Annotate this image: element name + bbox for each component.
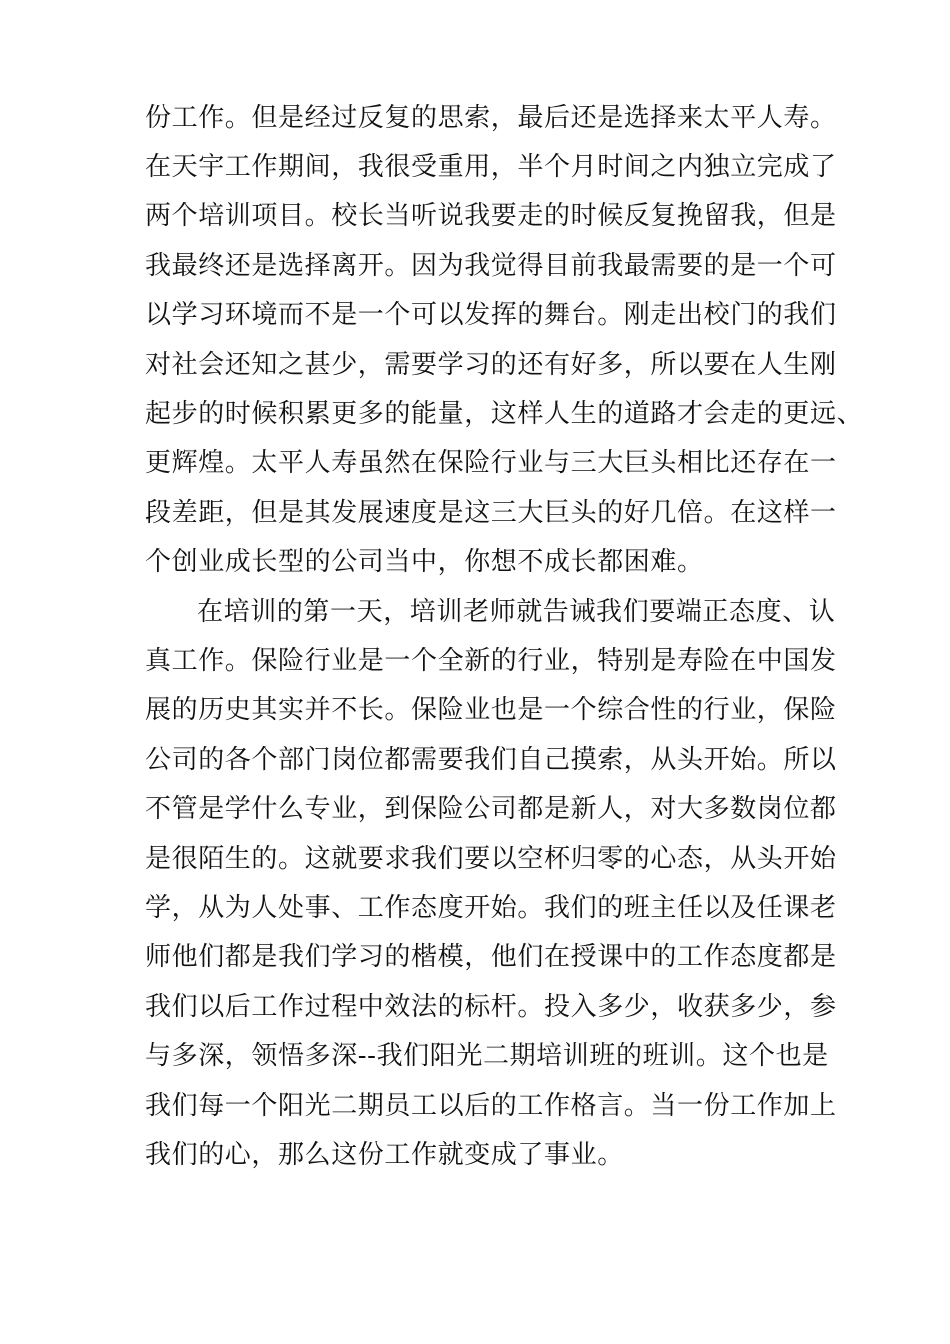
text-line: 段差距，但是其发展速度是这三大巨头的好几倍。在这样一 xyxy=(145,498,837,528)
text-line: 两个培训项目。校长当听说我要走的时候反复挽留我，但是 xyxy=(145,201,837,231)
text-line: 对社会还知之甚少，需要学习的还有好多，所以要在人生刚 xyxy=(145,350,837,380)
text-line: 起步的时候积累更多的能量，这样人生的道路才会走的更远、 xyxy=(145,399,864,429)
text-line: 我们每一个阳光二期员工以后的工作格言。当一份工作加上 xyxy=(145,1091,837,1121)
text-line: 不管是学什么专业，到保险公司都是新人，对大多数岗位都 xyxy=(145,794,837,824)
text-line: 份工作。但是经过反复的思索，最后还是选择来太平人寿。 xyxy=(145,103,837,133)
text-line: 与多深，领悟多深--我们阳光二期培训班的班训。这个也是 xyxy=(145,1041,829,1071)
text-line: 公司的各个部门岗位都需要我们自己摸索，从头开始。所以 xyxy=(145,745,837,775)
text-line: 我最终还是选择离开。因为我觉得目前我最需要的是一个可 xyxy=(145,251,837,281)
text-line: 以学习环境而不是一个可以发挥的舞台。刚走出校门的我们 xyxy=(145,300,837,330)
text-line: 在天宇工作期间，我很受重用，半个月时间之内独立完成了 xyxy=(145,152,837,182)
text-line: 师他们都是我们学习的楷模，他们在授课中的工作态度都是 xyxy=(145,942,837,972)
text-line: 更辉煌。太平人寿虽然在保险行业与三大巨头相比还存在一 xyxy=(145,448,837,478)
text-line: 学，从为人处事、工作态度开始。我们的班主任以及任课老 xyxy=(145,893,837,923)
text-line: 个创业成长型的公司当中，你想不成长都困难。 xyxy=(145,547,704,577)
text-line-indented: 在培训的第一天，培训老师就告诫我们要端正态度、认 xyxy=(197,597,836,627)
text-line: 是很陌生的。这就要求我们要以空杯归零的心态，从头开始 xyxy=(145,844,837,874)
text-line: 真工作。保险行业是一个全新的行业，特别是寿险在中国发 xyxy=(145,646,837,676)
text-line: 我们的心，那么这份工作就变成了事业。 xyxy=(145,1140,624,1170)
text-line: 展的历史其实并不长。保险业也是一个综合性的行业，保险 xyxy=(145,695,837,725)
text-line: 我们以后工作过程中效法的标杆。投入多少，收获多少，参 xyxy=(145,992,837,1022)
